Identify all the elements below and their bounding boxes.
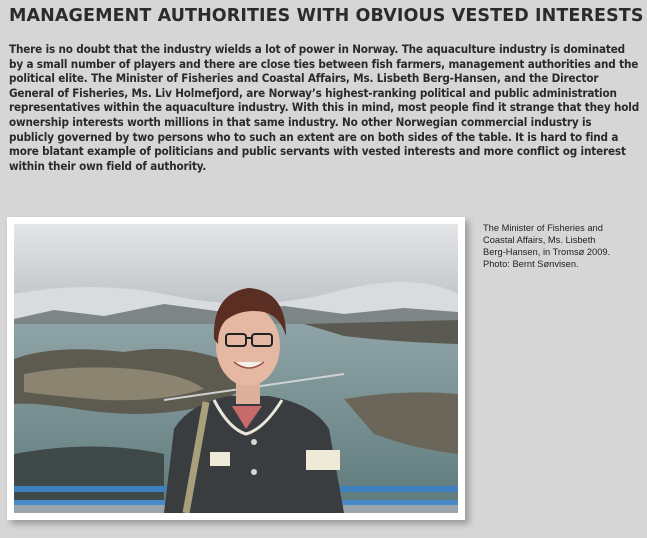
article-body: There is no doubt that the industry wields a lot of power in Norway. The aquaculture industry is dominated by a small number of players and there are close ties between fish farmers, management authorities and the political elite. The Minister of Fisheries and Coastal Affairs, Ms. Lisbeth Berg-Hansen, and the Director General of Fisheries, Ms. Liv Holmefjord, are Norway’s highest-ranking political and public administration representatives within the aquaculture industry. With this in mind, most people find it strange that they hold ownership interests worth millions in that same industry. No other Norwegian commercial industry is publicly governed by two persons who to such an extent are on both sides of the table. It is hard to find a more blatant example of politicians and public servants with vested interests and more conflict og interest within their own field of authority.	[9, 42, 640, 173]
photo-illustration	[14, 224, 458, 513]
photo-caption	[483, 222, 639, 270]
caption-line: Coastal Affairs, Ms. Lisbeth	[483, 235, 596, 245]
caption-line: The Minister of Fisheries and	[483, 223, 603, 233]
caption-line: Photo: Bernt Sønvisen.	[483, 259, 579, 269]
photo-frame	[7, 217, 465, 520]
caption-line: Berg-Hansen, in Tromsø 2009.	[483, 247, 611, 257]
article-heading: MANAGEMENT AUTHORITIES WITH OBVIOUS VESTED INTERESTS	[9, 6, 644, 26]
photo-minister-tromso	[14, 224, 458, 513]
